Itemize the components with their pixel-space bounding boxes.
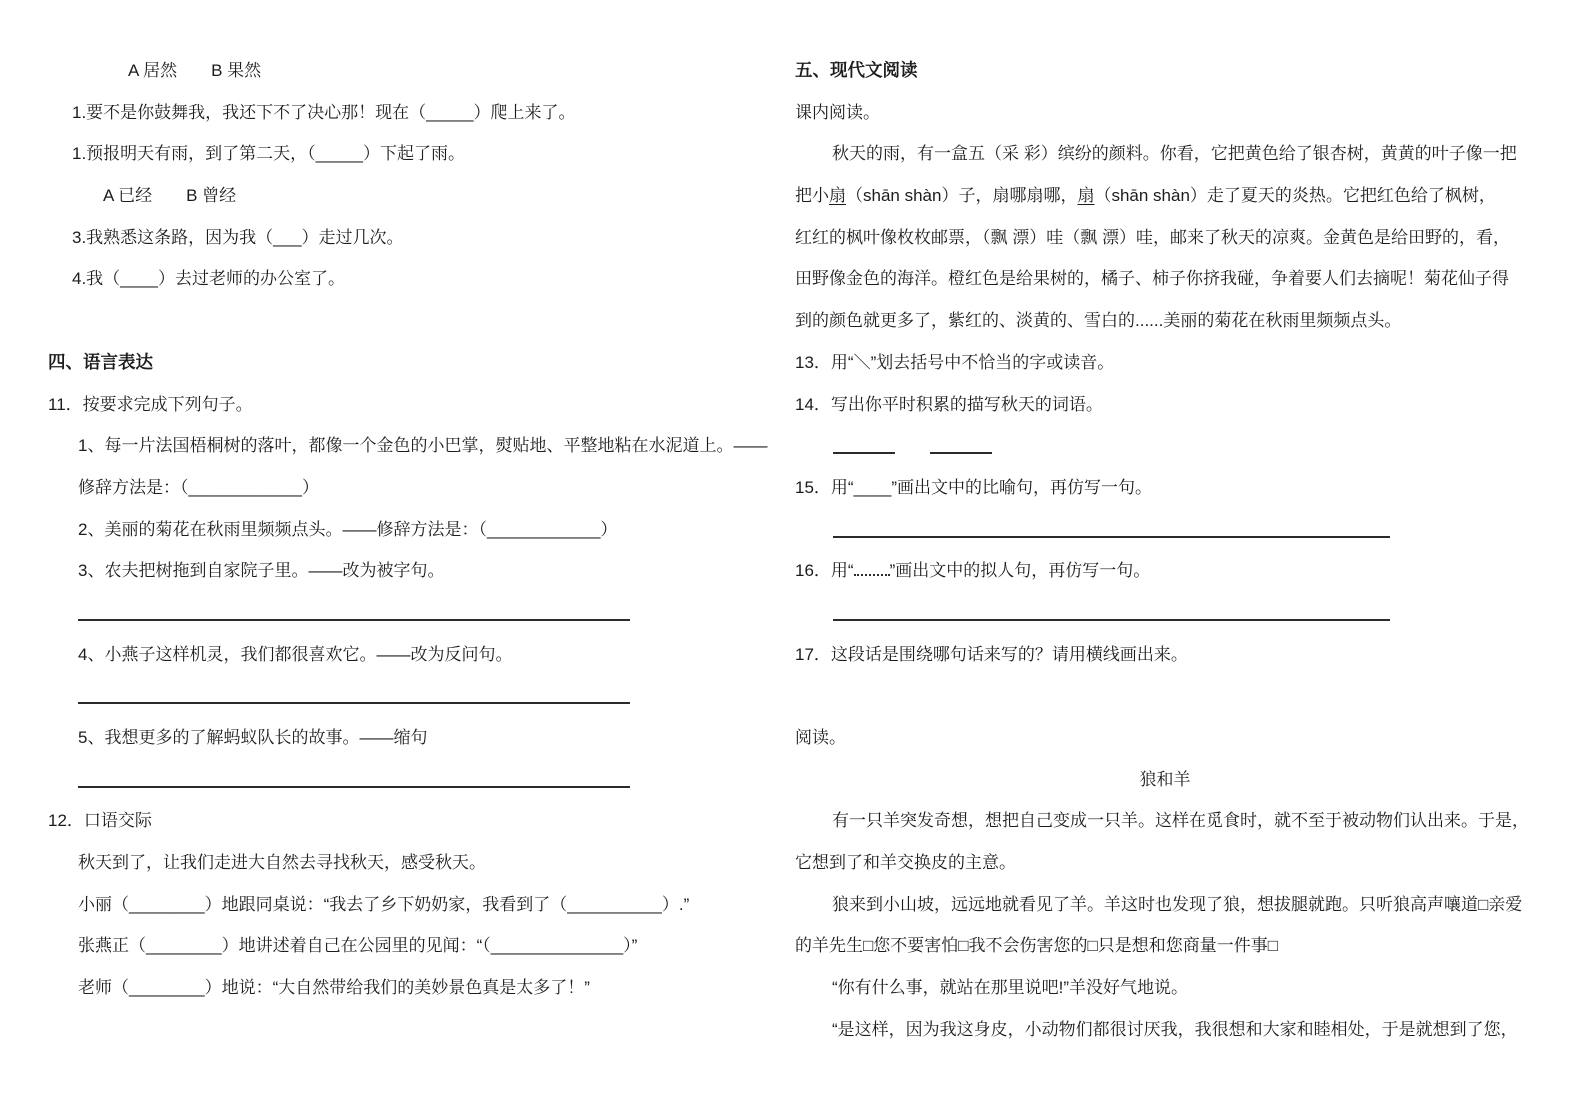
- section-heading: 五、现代文阅读: [795, 60, 918, 80]
- answer-underline: [833, 509, 1390, 538]
- text-line: “你有什么事，就站在那里说吧!”羊没好气地说。: [832, 978, 1189, 998]
- text-span: （shān shàn）走了夏天的炎热。它把红色给了枫树，: [1094, 186, 1496, 206]
- text-line: A 已经 B 曾经: [103, 186, 237, 206]
- text-line: 的羊先生□您不要害怕□我不会伤害您的□只是想和您商量一件事□: [795, 936, 1279, 956]
- text-line: 11．按要求完成下列句子。: [48, 394, 253, 414]
- blank-answer-line: [795, 592, 1575, 634]
- blank-answer-line: [48, 675, 774, 717]
- answer-underline: [833, 592, 1390, 621]
- answer-underline: [78, 759, 630, 788]
- text-span: 把小: [795, 186, 829, 206]
- text-line: [795, 175, 1575, 217]
- text-line: 3.我熟悉这条路，因为我（___）走过几次。: [72, 227, 404, 247]
- text-line: 有一只羊突发奇想，想把自己变成一只羊。这样在觅食时，就不至于被动物们认出来。于是，: [832, 811, 1529, 831]
- spacer-line: [48, 300, 774, 342]
- text-line: 17．这段话是围绕哪句话来写的？请用横线画出来。: [795, 644, 1188, 664]
- right-column: [795, 50, 1575, 1051]
- text-line: [795, 550, 1575, 592]
- spacer-line: [795, 675, 1575, 717]
- section-heading: 四、语言表达: [48, 351, 153, 372]
- text-line: 4、小燕子这样机灵，我们都很喜欢它。——改为反问句。: [78, 644, 513, 664]
- blank-answer-line: [795, 425, 1575, 467]
- text-line: 老师（________）地说：“大自然带给我们的美妙景色真是太多了！”: [78, 978, 590, 998]
- blank-answer-line: [48, 759, 774, 801]
- text-line: 秋天到了，让我们走进大自然去寻找秋天，感受秋天。: [78, 853, 486, 873]
- text-line: 12．口语交际: [48, 811, 152, 831]
- text-line: 狼来到小山坡，远远地就看见了羊。羊这时也发现了狼，想拔腿就跑。只听狼高声嚷道□亲爱: [832, 894, 1523, 914]
- text-line: 3、农夫把树拖到自家院子里。——改为被字句。: [78, 561, 445, 581]
- underlined-char: 扇: [829, 186, 846, 206]
- text-line: 它想到了和羊交换皮的主意。: [795, 853, 1016, 873]
- text-line: 5、我想更多的了解蚂蚁队长的故事。——缩句: [78, 728, 428, 747]
- text-span: 16．用“: [795, 561, 854, 581]
- answer-underline: [78, 592, 630, 621]
- text-line: 课内阅读。: [795, 102, 880, 122]
- text-line: 田野像金色的海洋。橙红色是给果树的，橘子、柿子你挤我碰，争着要人们去摘呢！菊花仙子得: [795, 269, 1509, 289]
- blank-answer-line: [795, 509, 1575, 551]
- text-line: 14．写出你平时积累的描写秋天的词语。: [795, 394, 1103, 414]
- text-line: 15．用“____”画出文中的比喻句，再仿写一句。: [795, 477, 1153, 497]
- blank-answer-line: [48, 592, 774, 634]
- text-line: 2、美丽的菊花在秋雨里频频点头。——修辞方法是：（____________）: [78, 519, 618, 539]
- answer-underline: [930, 425, 992, 454]
- text-line: 修辞方法是：（____________）: [78, 477, 319, 497]
- text-line: 秋天的雨，有一盒五（采 彩）缤纷的颜料。你看，它把黄色给了银杏树，黄黄的叶子像一把: [832, 144, 1517, 164]
- text-line: A 居然 B 果然: [128, 61, 262, 80]
- text-line: 张燕正（________）地讲述着自己在公园里的见闻：“（______________）”: [78, 936, 638, 956]
- answer-underline: [833, 425, 895, 454]
- text-line: 13．用“＼”划去括号中不恰当的字或读音。: [795, 352, 1115, 372]
- text-line: 阅读。: [795, 728, 846, 747]
- underlined-char: 扇: [1077, 186, 1095, 206]
- text-line: 红红的枫叶像枚枚邮票，（飘 漂）哇（飘 漂）哇，邮来了秋天的凉爽。金黄色是给田野的，看，: [795, 227, 1510, 247]
- text-line: 1.预报明天有雨，到了第二天，（_____）下起了雨。: [72, 144, 465, 164]
- text-line: 到的颜色就更多了，紫红的、淡黄的、雪白的......美丽的菊花在秋雨里频频点头。: [795, 311, 1402, 331]
- text-line: 1、每一片法国梧桐树的落叶，都像一个金色的小巴掌，熨贴地、平整地粘在水泥道上。——: [78, 436, 768, 456]
- passage-title: 狼和羊: [1139, 769, 1191, 789]
- answer-underline: [78, 675, 630, 704]
- left-column: [48, 50, 774, 1009]
- text-line: 4.我（____）去过老师的办公室了。: [72, 269, 345, 289]
- text-line: 1.要不是你鼓舞我，我还下不了决心那！现在（_____）爬上来了。: [72, 102, 576, 122]
- text-line: “是这样，因为我这身皮，小动物们都很讨厌我，我很想和大家和睦相处，于是就想到了您，: [832, 1019, 1518, 1039]
- text-span: （shān shàn）子，扇哪扇哪，: [846, 186, 1078, 206]
- dotted-mark: [854, 550, 890, 576]
- text-span: ”画出文中的拟人句，再仿写一句。: [889, 561, 1151, 581]
- text-line: 小丽（________）地跟同桌说：“我去了乡下奶奶家，我看到了（__________）.”: [78, 894, 690, 914]
